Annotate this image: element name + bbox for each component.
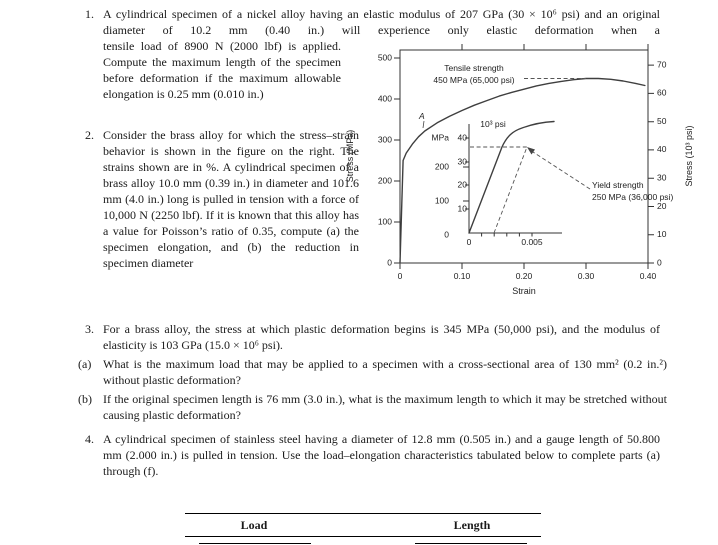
point-a-leader: [423, 121, 424, 128]
y-axis-label-right: Stress (10³ psi): [684, 125, 694, 187]
y-axis-label-left: Stress (MPa): [345, 129, 355, 183]
bottom-axis-ticks: [400, 263, 648, 269]
problem-2-number: 2.: [85, 128, 94, 142]
top-axis-ticks: [462, 44, 648, 50]
tick-label: 0: [387, 257, 392, 268]
problem-3: [85, 321, 660, 353]
tick-label: 50: [657, 115, 667, 126]
problem-3-number: 3.: [85, 322, 94, 336]
tick-label: 20: [457, 179, 467, 190]
tick-label: 300: [377, 134, 392, 145]
problem-4-number: 4.: [85, 432, 94, 446]
tick-label: 0: [397, 271, 403, 281]
inset-y-ticks: [463, 138, 469, 209]
tick-label: 30: [457, 156, 467, 167]
inset-x-ticks: [482, 233, 532, 237]
tick-label: 0.30: [577, 271, 595, 281]
tick-label: 0.10: [453, 271, 471, 281]
tick-label: 20: [657, 200, 667, 211]
tick-label: 10: [657, 228, 667, 239]
part-a-label: (a): [78, 357, 92, 371]
tick-label: 40: [457, 132, 467, 143]
part-b-text: If the original specimen length is 76 mm (3.0 in.), what is the maximum length to which it may be stretched without causing plastic deformation?: [103, 392, 667, 422]
tick-label: 0: [444, 229, 449, 240]
inset-curve: [469, 122, 554, 234]
yield-strength-value: 250 MPa (36,000 psi): [592, 192, 674, 202]
tick-label: 70: [657, 59, 667, 70]
cell-underline: [415, 542, 527, 544]
right-axis-ticks: [648, 65, 654, 263]
problem-4: [85, 431, 660, 479]
problem-1: [85, 6, 660, 38]
inset-axes: [469, 124, 562, 233]
part-b-label: (b): [78, 392, 92, 406]
yield-annotation-arrow: [533, 152, 590, 189]
stress-strain-figure: [336, 42, 706, 300]
tick-label: 200: [434, 161, 449, 172]
tick-label: 60: [657, 87, 667, 98]
yield-strength-annotation: Yield strength: [592, 180, 644, 190]
tick-label: 40: [657, 144, 667, 155]
tick-label: 100: [377, 216, 392, 227]
stress-strain-chart: [336, 42, 706, 300]
problem-1-text-continued: tensile load of 8900 N (2000 lbf) is applied. Compute the maximum length of the specimen before deformation if the maximum allowable elongation is 0.25 mm (0.010 in.): [103, 39, 341, 101]
yield-arrowhead: [527, 147, 535, 155]
inset-mpa-header: MPa: [431, 132, 449, 143]
problem-3-part-b: [78, 391, 667, 423]
problem-3-part-a: [78, 356, 667, 388]
problem-1-number: 1.: [85, 7, 94, 21]
tick-label: 100: [434, 195, 449, 206]
tensile-strength-value: 450 MPa (65,000 psi): [433, 75, 515, 85]
tick-label: 0: [466, 237, 472, 247]
tick-label: 0.20: [515, 271, 533, 281]
x-axis-label: Strain: [512, 286, 536, 296]
point-a-label: A: [419, 111, 425, 121]
tick-label: 0.40: [639, 271, 657, 281]
column-header-load: Load: [240, 518, 268, 532]
tick-label: 10: [457, 203, 467, 214]
table-row: [185, 542, 541, 544]
column-header-length: Length: [453, 518, 491, 532]
tick-label: 30: [657, 172, 667, 183]
tick-label: 200: [377, 175, 392, 186]
tick-label: 0.005: [521, 237, 543, 247]
tick-label: 400: [377, 93, 392, 104]
problem-4-text: A cylindrical specimen of stainless steel having a diameter of 12.8 mm (0.505 in.) and a gauge length of 50.800 mm (2.000 in.) is pulled in tension. Use the load–elongation characteristics tabulated below to complete parts (a) through (f).: [103, 432, 660, 478]
tick-label: 0: [657, 257, 662, 268]
table-header-row: [185, 514, 541, 537]
problem-2-text: Consider the brass alloy for which the stress–strain behavior is shown in the figure on the right. The strains shown are in %. A cylindrical specimen of a brass alloy 10.0 mm (0.39 in.) in diameter and 101.6 mm (4.0 in.) long is pulled in tension with a force of 10,000 N (2250 lbf). If it is known that this alloy has a value for Poisson’s ratio of 0.35, compute (a) the specimen elongation, and (b) the reduction in specimen diameter: [103, 128, 359, 270]
tensile-strength-annotation: Tensile strength: [444, 63, 504, 73]
part-a-text: What is the maximum load that may be applied to a specimen with a cross-sectional area of 130 mm² (0.2 in.²) without plastic deformation?: [103, 357, 667, 387]
problem-2: [85, 127, 359, 271]
inset-psi-header: 10³ psi: [480, 119, 506, 129]
problem-3-text: For a brass alloy, the stress at which plastic deformation begins is 345 MPa (50,000 psi), and the modulus of elasticity is 103 GPa (15.0 × 10⁶ psi).: [103, 322, 660, 352]
load-length-table: [185, 513, 541, 544]
offset-strain-line: [494, 147, 527, 233]
problem-1-text-intro: A cylindrical specimen of a nickel alloy having an elastic modulus of 207 GPa (30 × 10⁶ psi) and an original diameter of 10.2 mm (0.40 in.) will experience only elastic deformation when a: [103, 7, 660, 37]
tick-label: 500: [377, 52, 392, 63]
left-axis-ticks: [394, 58, 400, 263]
cell-underline: [199, 542, 311, 544]
